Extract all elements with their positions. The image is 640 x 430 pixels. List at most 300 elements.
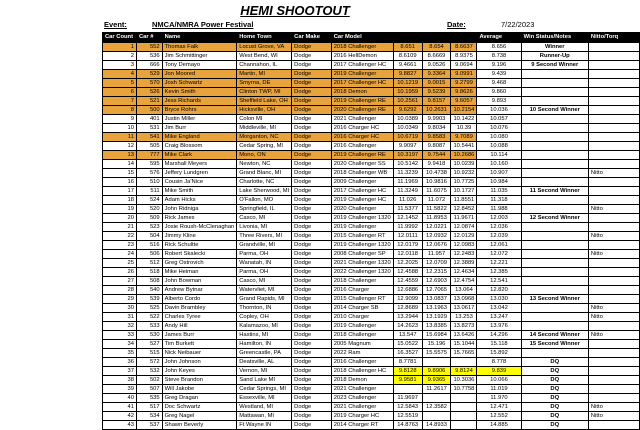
cell-count: 43 [103, 421, 137, 430]
cell-v2: 10.2631 [422, 106, 451, 115]
cell-v3 [451, 394, 477, 403]
cell-car: 572 [136, 358, 162, 367]
cell-count: 7 [103, 97, 137, 106]
cell-car: 517 [136, 403, 162, 412]
cell-nitto [588, 79, 639, 88]
cell-v1: 10.2561 [393, 97, 422, 106]
cell-avg: 9.860 [477, 88, 521, 97]
cell-avg: 12.036 [477, 223, 521, 232]
cell-count: 42 [103, 412, 137, 421]
cell-town: Newton, NC [237, 160, 292, 169]
cell-v2: 11.6075 [422, 187, 451, 196]
cell-car: 777 [136, 151, 162, 160]
cell-v1 [393, 385, 422, 394]
cell-nitto [588, 286, 639, 295]
cell-v2: 12.0676 [422, 241, 451, 250]
cell-car: 523 [136, 223, 162, 232]
cell-car: 510 [136, 178, 162, 187]
date-label: Date: [447, 20, 466, 29]
cell-status: DQ [521, 421, 588, 430]
cell-v3: 9.6057 [451, 97, 477, 106]
cell-name: Mike Clark [162, 151, 237, 160]
cell-v1: 15.0522 [393, 340, 422, 349]
table-row [103, 97, 640, 106]
cell-avg: 12.003 [477, 214, 521, 223]
cell-model: 2015 Challenger RT [331, 232, 393, 241]
cell-avg: 12.471 [477, 403, 521, 412]
table-row [103, 367, 640, 376]
cell-name: Alberto Cordo [162, 295, 237, 304]
table-row [103, 178, 640, 187]
cell-status [521, 70, 588, 79]
cell-status: 13 Second Winner [521, 295, 588, 304]
cell-car: 536 [136, 52, 162, 61]
cell-status [521, 286, 588, 295]
cell-v1: 12.1452 [393, 214, 422, 223]
cell-v1: 12.9099 [393, 295, 422, 304]
cell-avg: 14.296 [477, 331, 521, 340]
cell-v1: 9.8827 [393, 70, 422, 79]
cell-v1: 12.0111 [393, 232, 422, 241]
table-row [103, 331, 640, 340]
cell-car: 526 [136, 88, 162, 97]
cell-town: Ft Wayne IN [237, 421, 292, 430]
cell-v1: 9.8128 [393, 367, 422, 376]
cell-model: 2017 Challenger HC [331, 79, 393, 88]
cell-name: Robert Skalecki [162, 250, 237, 259]
cell-v2: 15.5575 [422, 349, 451, 358]
cell-avg: 9.468 [477, 79, 521, 88]
cell-v1: 11.9697 [393, 394, 422, 403]
cell-v3: 12.4754 [451, 277, 477, 286]
cell-v1: 13.547 [393, 331, 422, 340]
cell-status [521, 259, 588, 268]
cell-car: 533 [136, 322, 162, 331]
cell-v2: 12.0709 [422, 259, 451, 268]
cell-avg: 10.907 [477, 169, 521, 178]
cell-v1: 9.4661 [393, 61, 422, 70]
cell-car: 532 [136, 367, 162, 376]
cell-name: Tony Demayo [162, 61, 237, 70]
cell-status [521, 178, 588, 187]
cell-v1: 12.6886 [393, 286, 422, 295]
table-row [103, 259, 640, 268]
cell-v2: 8.6669 [422, 52, 451, 61]
cell-avg: 8.778 [477, 358, 521, 367]
cell-model: 2016 Challenger [331, 358, 393, 367]
cell-town: Sand Lake MI [237, 376, 292, 385]
cell-make: Dodge [292, 259, 332, 268]
cell-avg: 13.976 [477, 322, 521, 331]
cell-v3 [451, 412, 477, 421]
cell-v3: 10.7758 [451, 385, 477, 394]
cell-name: Shawn Beverly [162, 421, 237, 430]
cell-nitto [588, 367, 639, 376]
table-row [103, 412, 640, 421]
cell-town: Casco, MI [237, 277, 292, 286]
cell-model: 2018 Demon [331, 88, 393, 97]
cell-car: 507 [136, 385, 162, 394]
cell-make: Dodge [292, 241, 332, 250]
cell-v1: 12.4588 [393, 268, 422, 277]
cell-make: Dodge [292, 376, 332, 385]
cell-status [521, 250, 588, 259]
cell-make: Dodge [292, 223, 332, 232]
cell-make: Dodge [292, 403, 332, 412]
cell-nitto: Nitto [588, 250, 639, 259]
cell-v3: 11.9671 [451, 214, 477, 223]
cell-count: 38 [103, 376, 137, 385]
cell-name: Craig Blossom [162, 142, 237, 151]
cell-v3: 13.6426 [451, 331, 477, 340]
cell-model: 2019 Challenger 1320 [331, 241, 393, 250]
cell-avg: 11.035 [477, 187, 521, 196]
cell-count: 27 [103, 277, 137, 286]
cell-make: Dodge [292, 151, 332, 160]
cell-v2: 12.3582 [422, 403, 451, 412]
table-row [103, 115, 640, 124]
cell-v3: 8.9375 [451, 52, 477, 61]
cell-nitto [588, 376, 639, 385]
cell-v1: 12.0118 [393, 250, 422, 259]
cell-v3: 9.0694 [451, 61, 477, 70]
cell-make: Dodge [292, 70, 332, 79]
cell-model: 2021 Challenger 1320 [331, 259, 393, 268]
cell-count: 31 [103, 313, 137, 322]
cell-model: 2020 Challenger [331, 205, 393, 214]
cell-v2: 9.0015 [422, 79, 451, 88]
cell-count: 34 [103, 340, 137, 349]
cell-count: 33 [103, 331, 137, 340]
cell-nitto [588, 124, 639, 133]
cell-avg: 14.885 [477, 421, 521, 430]
cell-car: 541 [136, 133, 162, 142]
cell-v3: 12.2483 [451, 250, 477, 259]
cell-avg: 11.988 [477, 205, 521, 214]
cell-nitto: Nitto [588, 205, 639, 214]
table-row [103, 61, 640, 70]
cell-make: Dodge [292, 214, 332, 223]
cell-v3: 10.2154 [451, 106, 477, 115]
cell-town: Vernon, MI [237, 367, 292, 376]
cell-town: Mattawan, MI [237, 412, 292, 421]
cell-v2 [422, 394, 451, 403]
cell-name: Jimmy Kline [162, 232, 237, 241]
cell-car: 524 [136, 196, 162, 205]
cell-avg: 13.042 [477, 304, 521, 313]
cell-model: 2018 Challenger [331, 331, 393, 340]
cell-model: 2018 Challenger [331, 277, 393, 286]
cell-town: Martin, MI [237, 70, 292, 79]
table-row [103, 376, 640, 385]
cell-status [521, 268, 588, 277]
cell-car: 500 [136, 106, 162, 115]
cell-v1: 12.8689 [393, 304, 422, 313]
cell-v2: 12.0932 [422, 232, 451, 241]
header-cell: Average [477, 33, 521, 43]
cell-town: Clinton TWP, MI [237, 88, 292, 97]
cell-car: 505 [136, 142, 162, 151]
cell-town: Grandville, MI [237, 241, 292, 250]
cell-make: Dodge [292, 331, 332, 340]
cell-nitto [588, 106, 639, 115]
cell-town: Hicksville, OH [237, 106, 292, 115]
cell-model: 2009 Challenger [331, 178, 393, 187]
cell-town: Thornton, IN [237, 304, 292, 313]
table-row [103, 295, 640, 304]
cell-make: Dodge [292, 340, 332, 349]
cell-v3: 8.6637 [451, 43, 477, 52]
cell-town: Three Rivers, MI [237, 232, 292, 241]
cell-nitto [588, 160, 639, 169]
cell-car: 516 [136, 241, 162, 250]
cell-town: Livonia, MI [237, 223, 292, 232]
cell-nitto: Nitto [588, 232, 639, 241]
cell-v3: 13.0617 [451, 304, 477, 313]
cell-car: 522 [136, 313, 162, 322]
cell-model: 2022 Challenger 1320 [331, 268, 393, 277]
cell-avg: 12.039 [477, 232, 521, 241]
cell-status [521, 97, 588, 106]
cell-v1: 11.3239 [393, 169, 422, 178]
cell-town: Casco, MI [237, 214, 292, 223]
cell-status [521, 313, 588, 322]
cell-v1: 10.3197 [393, 151, 422, 160]
cell-name: Josh Schwartz [162, 79, 237, 88]
cell-nitto: Nitto [588, 403, 639, 412]
cell-make: Dodge [292, 160, 332, 169]
cell-name: Nick Neibauer [162, 349, 237, 358]
cell-v2: 13.8385 [422, 322, 451, 331]
cell-car: 531 [136, 124, 162, 133]
cell-count: 5 [103, 79, 137, 88]
cell-count: 35 [103, 349, 137, 358]
cell-town: Colon MI [237, 115, 292, 124]
cell-model: 2016 Charger HC [331, 133, 393, 142]
cell-car: 595 [136, 160, 162, 169]
cell-v2: 9.8087 [422, 142, 451, 151]
cell-nitto [588, 268, 639, 277]
cell-status [521, 205, 588, 214]
cell-make: Dodge [292, 106, 332, 115]
cell-avg: 10.036 [477, 106, 521, 115]
cell-name: Charles Tyree [162, 313, 237, 322]
cell-v3: 13.064 [451, 286, 477, 295]
cell-avg: 13.247 [477, 313, 521, 322]
cell-count: 26 [103, 268, 137, 277]
cell-v1: 8.7781 [393, 358, 422, 367]
cell-nitto [588, 43, 639, 52]
cell-v1: 11.5377 [393, 205, 422, 214]
cell-make: Dodge [292, 349, 332, 358]
cell-nitto [588, 349, 639, 358]
table-row [103, 322, 640, 331]
cell-make: Dodge [292, 358, 332, 367]
cell-car: 520 [136, 205, 162, 214]
cell-v2: 10.9816 [422, 178, 451, 187]
cell-car: 521 [136, 97, 162, 106]
table-row [103, 313, 640, 322]
cell-status [521, 169, 588, 178]
table-row [103, 394, 640, 403]
cell-name: James Burr [162, 331, 237, 340]
cell-status [521, 151, 588, 160]
table-row [103, 205, 640, 214]
cell-car: 504 [136, 232, 162, 241]
cell-model: 2023 Challenger [331, 394, 393, 403]
cell-model: 2019 Challenger RE [331, 151, 393, 160]
cell-v3: 10.1727 [451, 187, 477, 196]
cell-status [521, 349, 588, 358]
cell-model: 2018 Challenger [331, 43, 393, 52]
cell-status [521, 241, 588, 250]
cell-town: Middleville, MI [237, 124, 292, 133]
cell-count: 36 [103, 358, 137, 367]
cell-v1: 11.026 [393, 196, 422, 205]
cell-v2: 14.8933 [422, 421, 451, 430]
table-row [103, 79, 640, 88]
cell-v3: 9.0991 [451, 70, 477, 79]
cell-count: 13 [103, 151, 137, 160]
cell-v2 [422, 412, 451, 421]
cell-name: Steve Brandon [162, 376, 237, 385]
cell-v3: 12.8452 [451, 205, 477, 214]
cell-car: 576 [136, 169, 162, 178]
cell-v2: 9.0526 [422, 61, 451, 70]
table-row [103, 241, 640, 250]
cell-model: 2005 Magnum [331, 340, 393, 349]
cell-name: Cousin Ja'Nice [162, 178, 237, 187]
cell-make: Dodge [292, 385, 332, 394]
cell-v2: 9.8157 [422, 97, 451, 106]
cell-status [521, 304, 588, 313]
table-row [103, 358, 640, 367]
cell-model: 2017 Challenger HC [331, 61, 393, 70]
cell-name: Jon Moored [162, 70, 237, 79]
cell-avg: 10.984 [477, 178, 521, 187]
cell-car: 537 [136, 421, 162, 430]
cell-v1: 11.9992 [393, 223, 422, 232]
cell-v1: 16.3527 [393, 349, 422, 358]
table-row [103, 214, 640, 223]
cell-nitto [588, 223, 639, 232]
cell-name: Jess Richards [162, 97, 237, 106]
header-cell [422, 33, 451, 43]
cell-count: 25 [103, 259, 137, 268]
table-row [103, 223, 640, 232]
cell-v2: 11.957 [422, 250, 451, 259]
table-row [103, 142, 640, 151]
cell-model: 2019 Challenger [331, 223, 393, 232]
cell-nitto: Nitto [588, 169, 639, 178]
cell-car: 530 [136, 331, 162, 340]
table-row [103, 340, 640, 349]
header-cell: Win Status/Notes [521, 33, 588, 43]
cell-car: 511 [136, 187, 162, 196]
cell-name: John Ridniga [162, 205, 237, 214]
cell-name: Mike Heiman [162, 268, 237, 277]
table-row [103, 250, 640, 259]
cell-town: Greencastle, PA [237, 349, 292, 358]
cell-make: Dodge [292, 115, 332, 124]
cell-v2: 9.7544 [422, 151, 451, 160]
cell-status: 9 Second Winner [521, 61, 588, 70]
cell-avg: 9.893 [477, 97, 521, 106]
cell-status: 14 Second Winner [521, 331, 588, 340]
cell-make: Dodge [292, 304, 332, 313]
cell-make: Dodge [292, 61, 332, 70]
cell-v1: 11.1969 [393, 178, 422, 187]
cell-v3: 13.0968 [451, 295, 477, 304]
cell-nitto [588, 142, 639, 151]
cell-count: 40 [103, 394, 137, 403]
cell-name: Greg Ostrovich [162, 259, 237, 268]
cell-status: 12 Second Winner [521, 214, 588, 223]
table-row [103, 421, 640, 430]
cell-name: Greg Dragan [162, 394, 237, 403]
cell-car: 527 [136, 340, 162, 349]
cell-status [521, 223, 588, 232]
cell-name: Rick James [162, 214, 237, 223]
cell-town: Cedar Springs, MI [237, 385, 292, 394]
cell-car: 539 [136, 295, 162, 304]
cell-model: 2019 Challenger RE [331, 97, 393, 106]
cell-model: 2014 Charger RT [331, 421, 393, 430]
header-cell: Car Count [103, 33, 137, 43]
cell-nitto: Nitto [588, 331, 639, 340]
table-row [103, 43, 640, 52]
cell-town: Charlotte, NC [237, 178, 292, 187]
cell-avg: 12.541 [477, 277, 521, 286]
cell-avg: 9.196 [477, 61, 521, 70]
cell-name: Andrew Bytnar [162, 286, 237, 295]
cell-nitto [588, 178, 639, 187]
cell-name: Bryce Rohrs [162, 106, 237, 115]
cell-v2: 12.7065 [422, 286, 451, 295]
cell-avg: 10.160 [477, 160, 521, 169]
table-row [103, 52, 640, 61]
cell-town: Grand Blanc, MI [237, 169, 292, 178]
cell-name: Greg Nagel [162, 412, 237, 421]
cell-make: Dodge [292, 421, 332, 430]
header-cell: Nitto/Torq [588, 33, 639, 43]
cell-v2: 9.9365 [422, 376, 451, 385]
cell-town: Kalamazoo, MI [237, 322, 292, 331]
cell-v3: 12.0129 [451, 232, 477, 241]
cell-town: Springfield, IL [237, 205, 292, 214]
cell-count: 8 [103, 106, 137, 115]
date-value: 7/22/2023 [501, 20, 535, 29]
cell-avg: 15.118 [477, 340, 521, 349]
cell-town: Hamilton, IN [237, 340, 292, 349]
cell-town: Channahon, IL [237, 61, 292, 70]
cell-count: 12 [103, 142, 137, 151]
cell-name: Jim Burr [162, 124, 237, 133]
cell-nitto [588, 421, 639, 430]
cell-status: Runner-Up [521, 52, 588, 61]
header-cell: Car Model [331, 33, 393, 43]
cell-v3: 10.3036 [451, 376, 477, 385]
cell-model: 2018 Challenger WB [331, 169, 393, 178]
cell-town: Hastins, MI [237, 331, 292, 340]
cell-nitto [588, 214, 639, 223]
cell-name: Justin Miller [162, 115, 237, 124]
cell-model: 2020 Challenger SS [331, 160, 393, 169]
cell-make: Dodge [292, 205, 332, 214]
cell-v2: 12.6903 [422, 277, 451, 286]
cell-v1: 8.6109 [393, 52, 422, 61]
cell-v3: 10.7725 [451, 178, 477, 187]
